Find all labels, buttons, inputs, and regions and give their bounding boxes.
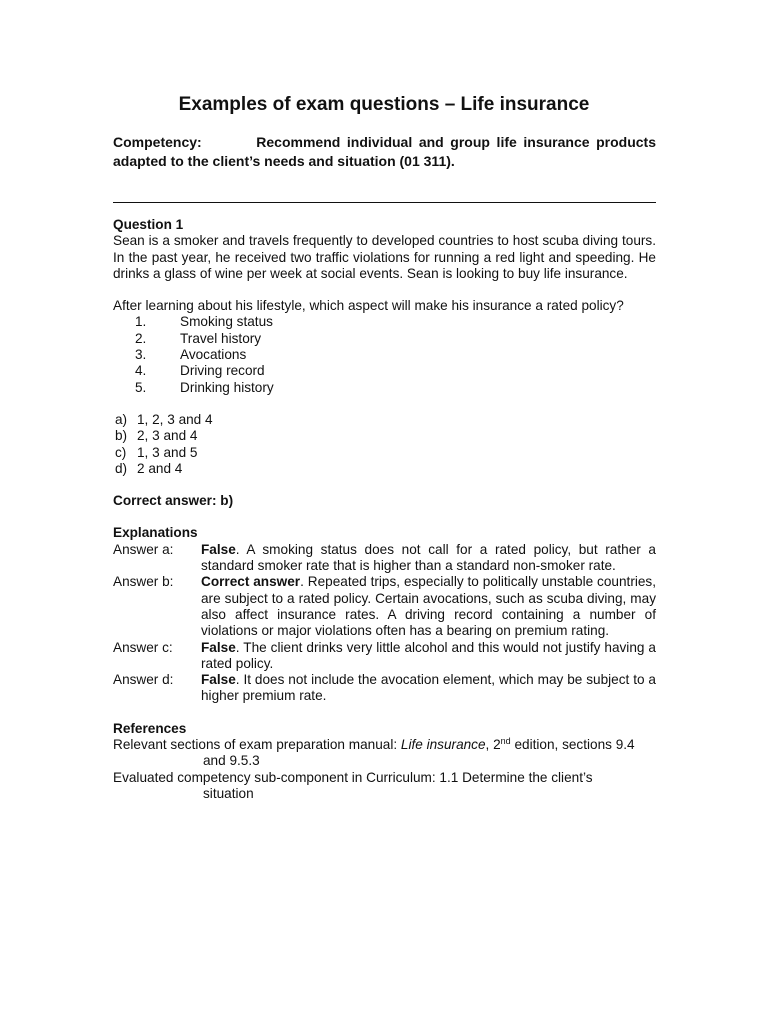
references-section <box>113 721 656 802</box>
reference-curriculum: Evaluated competency sub-component in Curriculum: 1.1 Determine the client’s <box>113 769 593 785</box>
answer-option: b) 2, 3 and 4 <box>115 428 198 444</box>
explanation-row: Answer d: False. It does not include the avocation element, which may be subject to a higher premium rate. <box>113 672 656 704</box>
correct-answer: Correct answer: b) <box>113 493 234 509</box>
list-item: 4. Driving record <box>135 363 265 379</box>
explanations-heading: Explanations <box>113 525 198 541</box>
reference-manual: Relevant sections of exam preparation manual: Life insurance, 2nd edition, sections 9.4 <box>113 736 635 753</box>
explanations-section <box>113 525 656 704</box>
question-prompt: After learning about his lifestyle, which aspect will make his insurance a rated policy? <box>113 298 624 314</box>
explanation-row: Answer c: False. The client drinks very little alcohol and this would not justify having a rated policy. <box>113 639 656 671</box>
explanation-row: Answer a: False. A smoking status does not call for a rated policy, but rather a standard smoker rate that is higher than a standard non-smoker rate. <box>113 541 656 574</box>
answer-option: c) 1, 3 and 5 <box>115 444 198 460</box>
reference-manual-cont: and 9.5.3 <box>203 753 260 769</box>
horizontal-rule <box>113 202 656 203</box>
competency-text: Recommend individual and group life insurance products adapted to the client’s needs and situation (01 311). <box>113 134 656 169</box>
question-scenario: Sean is a smoker and travels frequently to developed countries to host scuba diving tours. In the past year, he received two traffic violations for running a red light and speeding. He drinks a glass of wine per week at social events. Sean is looking to buy life insurance. <box>113 233 656 281</box>
page-title: Examples of exam questions – Life insurance <box>178 94 590 115</box>
question-heading: Question 1 <box>113 217 184 232</box>
references-heading: References <box>113 720 187 736</box>
answer-option: d) 2 and 4 <box>115 460 183 476</box>
reference-curriculum-cont: situation <box>203 785 254 801</box>
competency-label: Competency: <box>113 134 202 150</box>
aspect-list <box>135 314 656 395</box>
answer-option: a) 1, 2, 3 and 4 <box>115 411 213 427</box>
list-item: 1. Smoking status <box>135 314 273 330</box>
competency-statement <box>113 133 656 171</box>
answer-options <box>113 412 656 477</box>
list-item: 2. Travel history <box>135 330 262 346</box>
list-item: 5. Drinking history <box>135 379 274 395</box>
list-item: 3. Avocations <box>135 347 247 363</box>
question-section <box>113 217 656 802</box>
explanation-row: Answer b: Correct answer. Repeated trips, especially to politically unstable countries, are subject to a rated policy. Certain avocations, such as scuba diving, may also affect insurance rates. A driving record containing a number of violations or major violations often has a bearing on premium rating. <box>113 574 656 639</box>
